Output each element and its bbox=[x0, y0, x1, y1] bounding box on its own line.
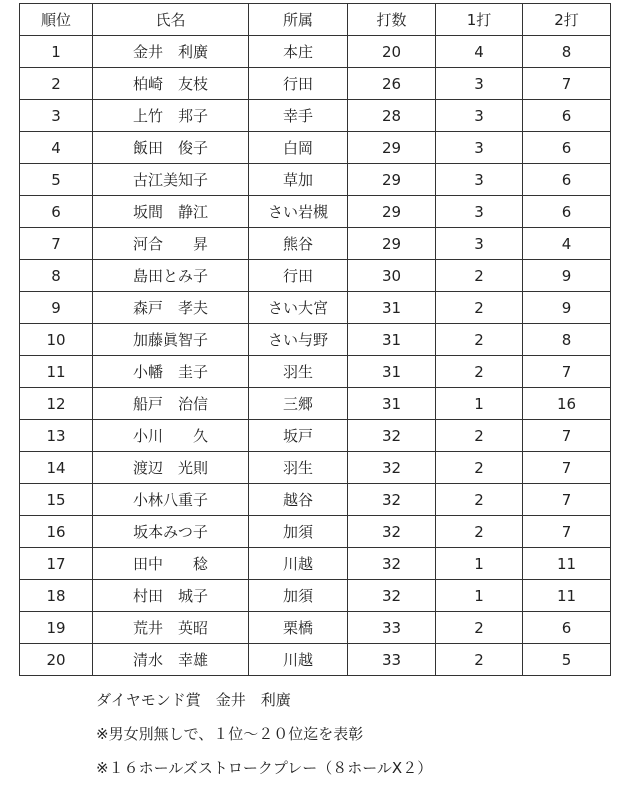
cell-name: 小幡 圭子 bbox=[93, 356, 249, 388]
cell-strokes: 32 bbox=[348, 420, 436, 452]
table-row bbox=[20, 196, 611, 228]
cell-one-putt: 2 bbox=[436, 516, 523, 548]
cell-one-putt: 1 bbox=[436, 548, 523, 580]
cell-one-putt: 2 bbox=[436, 452, 523, 484]
cell-strokes: 20 bbox=[348, 36, 436, 68]
note-award-scope: ※男女別無しで、１位～２０位迄を表彰 bbox=[96, 725, 364, 743]
cell-rank: 3 bbox=[20, 100, 93, 132]
cell-two-putt: 11 bbox=[523, 580, 611, 612]
cell-affiliation: 羽生 bbox=[249, 452, 348, 484]
cell-rank: 20 bbox=[20, 644, 93, 676]
cell-name: 古江美知子 bbox=[93, 164, 249, 196]
cell-rank: 12 bbox=[20, 388, 93, 420]
table-row bbox=[20, 260, 611, 292]
table-row bbox=[20, 68, 611, 100]
cell-rank: 1 bbox=[20, 36, 93, 68]
cell-affiliation: さい与野 bbox=[249, 324, 348, 356]
cell-rank: 14 bbox=[20, 452, 93, 484]
table-row bbox=[20, 580, 611, 612]
cell-name: 小林八重子 bbox=[93, 484, 249, 516]
cell-one-putt: 3 bbox=[436, 196, 523, 228]
cell-name: 柏崎 友枝 bbox=[93, 68, 249, 100]
table-row bbox=[20, 420, 611, 452]
cell-affiliation: 羽生 bbox=[249, 356, 348, 388]
cell-strokes: 31 bbox=[348, 356, 436, 388]
table-row bbox=[20, 644, 611, 676]
cell-affiliation: 越谷 bbox=[249, 484, 348, 516]
cell-rank: 9 bbox=[20, 292, 93, 324]
cell-strokes: 31 bbox=[348, 292, 436, 324]
cell-two-putt: 6 bbox=[523, 132, 611, 164]
cell-two-putt: 4 bbox=[523, 228, 611, 260]
cell-name: 渡辺 光則 bbox=[93, 452, 249, 484]
cell-rank: 7 bbox=[20, 228, 93, 260]
cell-strokes: 31 bbox=[348, 388, 436, 420]
header-affiliation: 所属 bbox=[249, 4, 348, 36]
cell-two-putt: 7 bbox=[523, 516, 611, 548]
cell-rank: 11 bbox=[20, 356, 93, 388]
cell-one-putt: 2 bbox=[436, 420, 523, 452]
cell-affiliation: 白岡 bbox=[249, 132, 348, 164]
cell-one-putt: 4 bbox=[436, 36, 523, 68]
cell-two-putt: 8 bbox=[523, 36, 611, 68]
header-rank: 順位 bbox=[20, 4, 93, 36]
table-row bbox=[20, 548, 611, 580]
cell-affiliation: 川越 bbox=[249, 548, 348, 580]
cell-strokes: 29 bbox=[348, 164, 436, 196]
cell-affiliation: 本庄 bbox=[249, 36, 348, 68]
table-row bbox=[20, 164, 611, 196]
cell-one-putt: 2 bbox=[436, 484, 523, 516]
cell-rank: 2 bbox=[20, 68, 93, 100]
cell-name: 坂間 静江 bbox=[93, 196, 249, 228]
cell-name: 田中 稔 bbox=[93, 548, 249, 580]
notes bbox=[96, 683, 432, 785]
cell-two-putt: 6 bbox=[523, 196, 611, 228]
cell-one-putt: 1 bbox=[436, 580, 523, 612]
cell-strokes: 30 bbox=[348, 260, 436, 292]
header-two-putt: 2打 bbox=[523, 4, 611, 36]
cell-one-putt: 2 bbox=[436, 644, 523, 676]
cell-strokes: 33 bbox=[348, 612, 436, 644]
cell-name: 飯田 俊子 bbox=[93, 132, 249, 164]
header-strokes: 打数 bbox=[348, 4, 436, 36]
cell-two-putt: 9 bbox=[523, 260, 611, 292]
cell-affiliation: 草加 bbox=[249, 164, 348, 196]
cell-affiliation: 行田 bbox=[249, 68, 348, 100]
cell-name: 坂本みつ子 bbox=[93, 516, 249, 548]
cell-one-putt: 3 bbox=[436, 228, 523, 260]
cell-strokes: 32 bbox=[348, 484, 436, 516]
cell-two-putt: 6 bbox=[523, 164, 611, 196]
cell-name: 清水 幸雄 bbox=[93, 644, 249, 676]
cell-name: 荒井 英昭 bbox=[93, 612, 249, 644]
table-row bbox=[20, 612, 611, 644]
table-row bbox=[20, 100, 611, 132]
cell-two-putt: 7 bbox=[523, 484, 611, 516]
cell-rank: 4 bbox=[20, 132, 93, 164]
table-row bbox=[20, 484, 611, 516]
cell-rank: 16 bbox=[20, 516, 93, 548]
cell-affiliation: 幸手 bbox=[249, 100, 348, 132]
cell-affiliation: さい岩槻 bbox=[249, 196, 348, 228]
cell-rank: 6 bbox=[20, 196, 93, 228]
cell-affiliation: 坂戸 bbox=[249, 420, 348, 452]
cell-rank: 15 bbox=[20, 484, 93, 516]
cell-two-putt: 7 bbox=[523, 452, 611, 484]
cell-one-putt: 3 bbox=[436, 132, 523, 164]
cell-one-putt: 2 bbox=[436, 324, 523, 356]
cell-affiliation: 川越 bbox=[249, 644, 348, 676]
header-one-putt: 1打 bbox=[436, 4, 523, 36]
table-body bbox=[20, 36, 611, 676]
cell-name: 上竹 邦子 bbox=[93, 100, 249, 132]
cell-strokes: 29 bbox=[348, 196, 436, 228]
cell-strokes: 32 bbox=[348, 452, 436, 484]
cell-name: 河合 昇 bbox=[93, 228, 249, 260]
cell-name: 船戸 治信 bbox=[93, 388, 249, 420]
cell-two-putt: 6 bbox=[523, 612, 611, 644]
note-play-format: ※１６ホールズストロークプレー（８ホールX２） bbox=[96, 759, 433, 777]
cell-name: 金井 利廣 bbox=[93, 36, 249, 68]
cell-name: 加藤眞智子 bbox=[93, 324, 249, 356]
cell-affiliation: 栗橋 bbox=[249, 612, 348, 644]
cell-rank: 17 bbox=[20, 548, 93, 580]
table-row bbox=[20, 452, 611, 484]
cell-rank: 13 bbox=[20, 420, 93, 452]
cell-one-putt: 1 bbox=[436, 388, 523, 420]
cell-two-putt: 7 bbox=[523, 68, 611, 100]
cell-strokes: 28 bbox=[348, 100, 436, 132]
table-row bbox=[20, 516, 611, 548]
cell-two-putt: 8 bbox=[523, 324, 611, 356]
cell-name: 島田とみ子 bbox=[93, 260, 249, 292]
header-name: 氏名 bbox=[93, 4, 249, 36]
cell-strokes: 32 bbox=[348, 580, 436, 612]
cell-one-putt: 2 bbox=[436, 612, 523, 644]
cell-name: 村田 城子 bbox=[93, 580, 249, 612]
table-row bbox=[20, 356, 611, 388]
cell-strokes: 29 bbox=[348, 132, 436, 164]
cell-affiliation: さい大宮 bbox=[249, 292, 348, 324]
cell-rank: 8 bbox=[20, 260, 93, 292]
note-diamond-award: ダイヤモンド賞 金井 利廣 bbox=[96, 691, 291, 709]
table-row bbox=[20, 36, 611, 68]
results-table bbox=[19, 3, 611, 676]
cell-affiliation: 加須 bbox=[249, 516, 348, 548]
cell-two-putt: 5 bbox=[523, 644, 611, 676]
header-row bbox=[20, 4, 611, 36]
table-row bbox=[20, 228, 611, 260]
table-row bbox=[20, 292, 611, 324]
cell-two-putt: 11 bbox=[523, 548, 611, 580]
cell-affiliation: 行田 bbox=[249, 260, 348, 292]
cell-two-putt: 16 bbox=[523, 388, 611, 420]
cell-rank: 10 bbox=[20, 324, 93, 356]
cell-name: 森戸 孝夫 bbox=[93, 292, 249, 324]
cell-two-putt: 6 bbox=[523, 100, 611, 132]
cell-two-putt: 9 bbox=[523, 292, 611, 324]
table-row bbox=[20, 132, 611, 164]
cell-one-putt: 2 bbox=[436, 356, 523, 388]
cell-two-putt: 7 bbox=[523, 356, 611, 388]
cell-affiliation: 三郷 bbox=[249, 388, 348, 420]
cell-one-putt: 3 bbox=[436, 164, 523, 196]
cell-one-putt: 3 bbox=[436, 68, 523, 100]
cell-affiliation: 加須 bbox=[249, 580, 348, 612]
cell-two-putt: 7 bbox=[523, 420, 611, 452]
cell-rank: 5 bbox=[20, 164, 93, 196]
table-row bbox=[20, 324, 611, 356]
cell-one-putt: 2 bbox=[436, 260, 523, 292]
cell-one-putt: 2 bbox=[436, 292, 523, 324]
cell-strokes: 31 bbox=[348, 324, 436, 356]
cell-rank: 19 bbox=[20, 612, 93, 644]
cell-name: 小川 久 bbox=[93, 420, 249, 452]
table-row bbox=[20, 388, 611, 420]
cell-strokes: 32 bbox=[348, 548, 436, 580]
cell-strokes: 33 bbox=[348, 644, 436, 676]
cell-strokes: 29 bbox=[348, 228, 436, 260]
cell-affiliation: 熊谷 bbox=[249, 228, 348, 260]
cell-one-putt: 3 bbox=[436, 100, 523, 132]
cell-rank: 18 bbox=[20, 580, 93, 612]
cell-strokes: 26 bbox=[348, 68, 436, 100]
cell-strokes: 32 bbox=[348, 516, 436, 548]
